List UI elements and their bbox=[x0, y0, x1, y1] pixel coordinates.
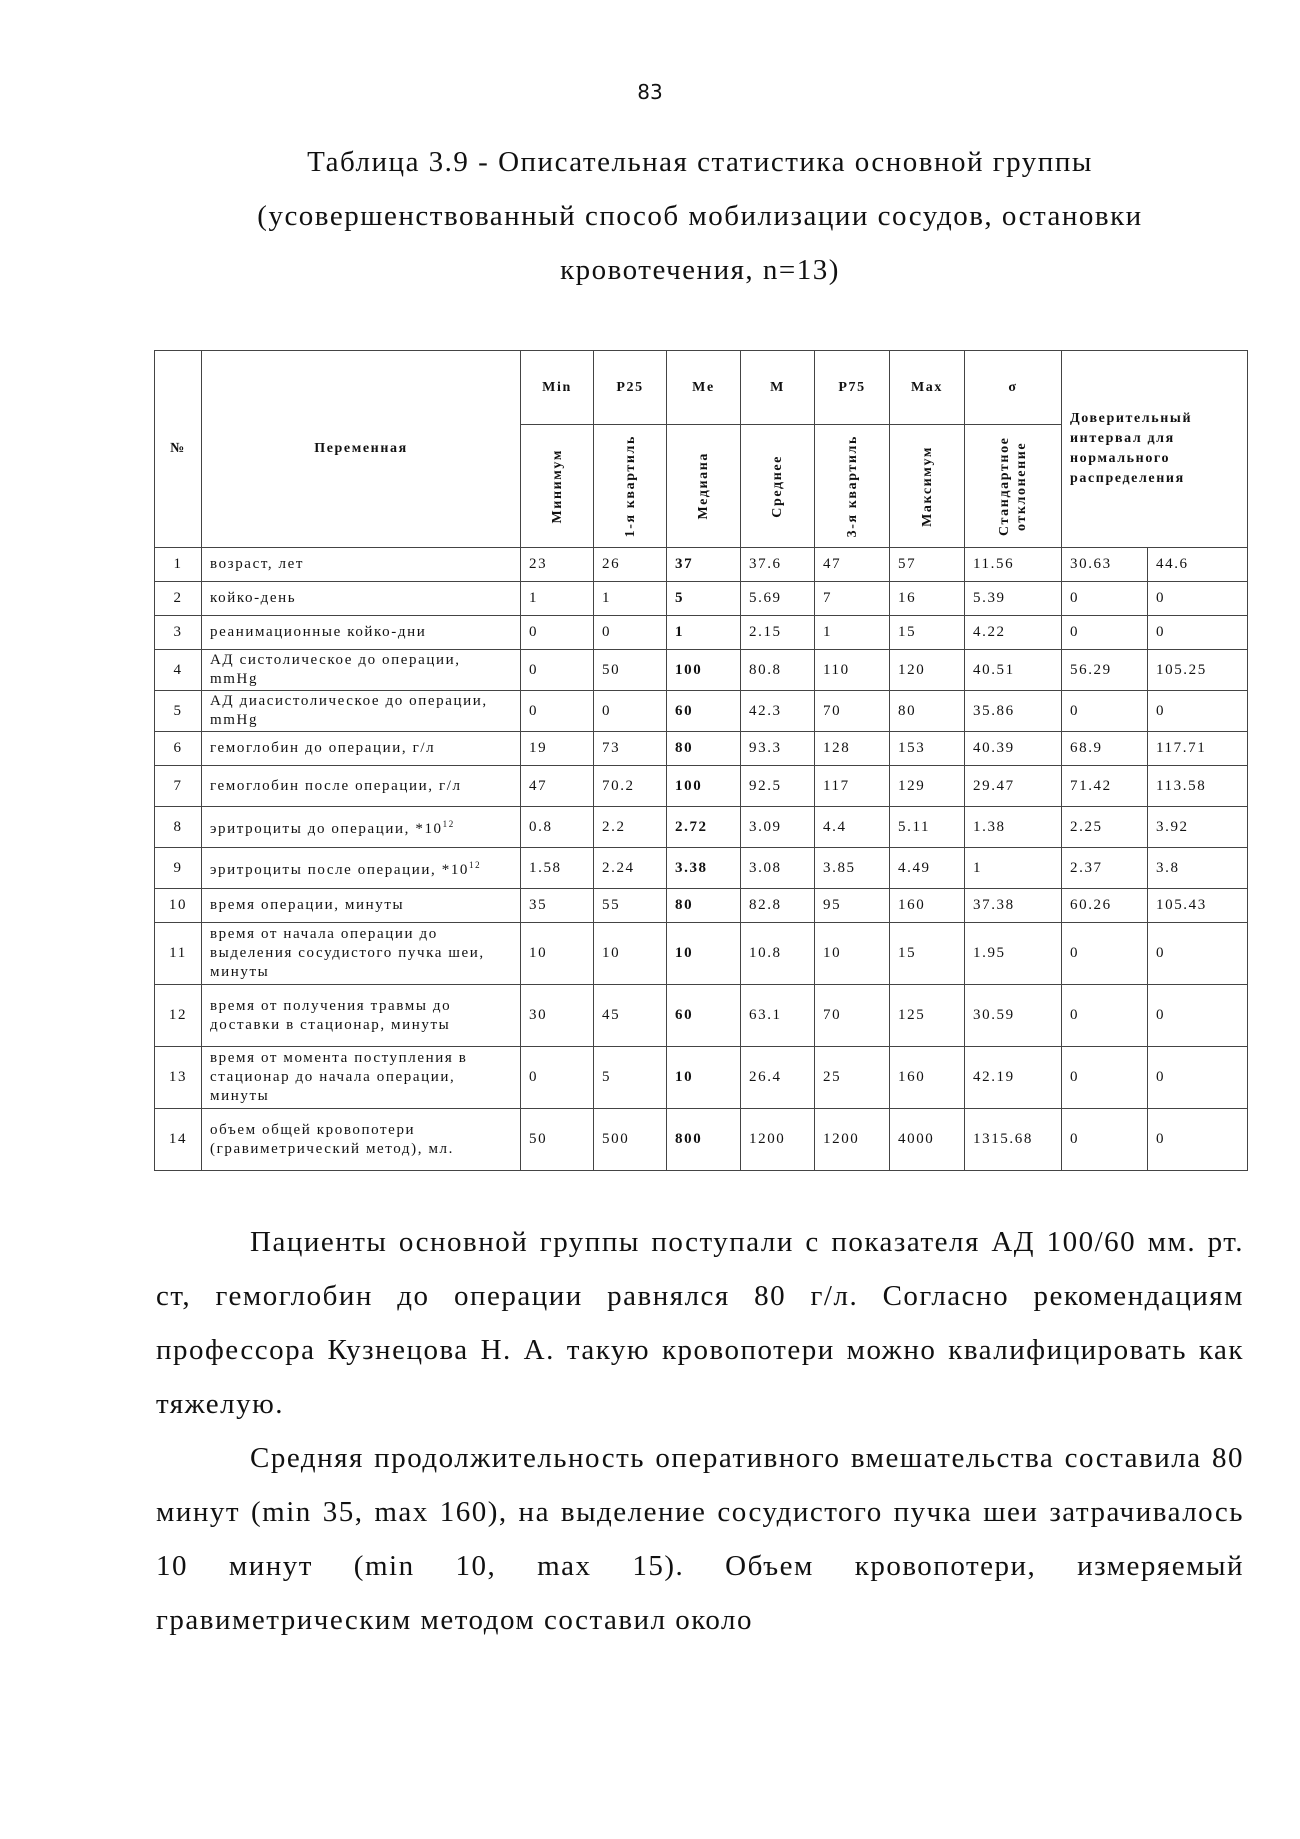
cell-ci-high: 0 bbox=[1148, 1047, 1248, 1109]
cell-ci-low: 56.29 bbox=[1062, 650, 1148, 691]
header-p25: P25 bbox=[594, 351, 667, 425]
cell-ci-high: 0 bbox=[1148, 923, 1248, 985]
cell-min: 0 bbox=[521, 691, 594, 732]
table-row bbox=[155, 582, 1248, 616]
header-me: Me bbox=[667, 351, 741, 425]
cell-ci-high: 0 bbox=[1148, 985, 1248, 1047]
cell-min: 50 bbox=[521, 1109, 594, 1171]
cell-max: 153 bbox=[890, 732, 965, 766]
row-variable-text: время от начала операции до выделения сосудистого пучка шеи, минуты bbox=[210, 926, 485, 980]
row-number: 11 bbox=[155, 923, 202, 985]
cell-min: 0 bbox=[521, 616, 594, 650]
cell-p75: 128 bbox=[815, 732, 890, 766]
cell-max: 4.49 bbox=[890, 848, 965, 889]
row-variable bbox=[202, 807, 521, 848]
cell-sigma: 4.22 bbox=[965, 616, 1062, 650]
row-number: 8 bbox=[155, 807, 202, 848]
table-row bbox=[155, 1109, 1248, 1171]
header-variable: Переменная bbox=[202, 351, 521, 548]
cell-p25: 73 bbox=[594, 732, 667, 766]
header-p25-full: 1-я квартиль bbox=[594, 425, 667, 548]
row-variable bbox=[202, 582, 521, 616]
cell-p25: 2.24 bbox=[594, 848, 667, 889]
caption-line-2: (усовершенствованный способ мобилизации сосудов, остановки bbox=[257, 200, 1143, 232]
paragraph-2: Средняя продолжительность оперативного вмешательства составила 80 минут (min 35, max 160), на выделение сосудистого пучка шеи затрачивалось 10 минут (min 10, max 15). Объем кровопотери, измеряемый гравиметрическим методом составил около bbox=[156, 1442, 1244, 1636]
cell-ci-low: 60.26 bbox=[1062, 889, 1148, 923]
cell-ci-high: 0 bbox=[1148, 1109, 1248, 1171]
cell-p25: 55 bbox=[594, 889, 667, 923]
cell-min: 1 bbox=[521, 582, 594, 616]
cell-ci-high: 3.92 bbox=[1148, 807, 1248, 848]
cell-p25: 50 bbox=[594, 650, 667, 691]
cell-p75: 117 bbox=[815, 766, 890, 807]
cell-p25: 0 bbox=[594, 616, 667, 650]
cell-p75: 3.85 bbox=[815, 848, 890, 889]
cell-m: 26.4 bbox=[741, 1047, 815, 1109]
row-variable-text: время от получения травмы до доставки в стационар, минуты bbox=[210, 997, 452, 1033]
row-variable bbox=[202, 923, 521, 985]
cell-p75: 95 bbox=[815, 889, 890, 923]
cell-p75: 110 bbox=[815, 650, 890, 691]
row-variable bbox=[202, 1047, 521, 1109]
table-row bbox=[155, 650, 1248, 691]
cell-me: 60 bbox=[667, 985, 741, 1047]
row-variable-text: гемоглобин после операции, г/л bbox=[210, 777, 462, 794]
row-variable-text: эритроциты после операции, *10 bbox=[210, 862, 470, 878]
cell-m: 1200 bbox=[741, 1109, 815, 1171]
table-body bbox=[155, 548, 1248, 1171]
table-row bbox=[155, 807, 1248, 848]
table-row bbox=[155, 889, 1248, 923]
cell-p25: 70.2 bbox=[594, 766, 667, 807]
cell-min: 30 bbox=[521, 985, 594, 1047]
cell-me: 3.38 bbox=[667, 848, 741, 889]
caption-line-3: кровотечения, n=13) bbox=[560, 254, 840, 286]
row-variable bbox=[202, 732, 521, 766]
cell-ci-high: 113.58 bbox=[1148, 766, 1248, 807]
cell-me: 10 bbox=[667, 923, 741, 985]
cell-m: 3.09 bbox=[741, 807, 815, 848]
cell-min: 10 bbox=[521, 923, 594, 985]
cell-ci-low: 0 bbox=[1062, 616, 1148, 650]
header-max-full: Максимум bbox=[890, 425, 965, 548]
cell-max: 4000 bbox=[890, 1109, 965, 1171]
cell-sigma: 37.38 bbox=[965, 889, 1062, 923]
header-num: № bbox=[155, 351, 202, 548]
cell-sigma: 30.59 bbox=[965, 985, 1062, 1047]
cell-sigma: 1.38 bbox=[965, 807, 1062, 848]
cell-ci-low: 0 bbox=[1062, 1047, 1148, 1109]
caption-line-1: Таблица 3.9 - Описательная статистика основной группы bbox=[307, 146, 1093, 178]
cell-min: 0 bbox=[521, 1047, 594, 1109]
cell-max: 129 bbox=[890, 766, 965, 807]
cell-me: 80 bbox=[667, 889, 741, 923]
cell-p75: 4.4 bbox=[815, 807, 890, 848]
row-variable bbox=[202, 766, 521, 807]
cell-ci-high: 117.71 bbox=[1148, 732, 1248, 766]
cell-sigma: 5.39 bbox=[965, 582, 1062, 616]
row-variable bbox=[202, 848, 521, 889]
cell-me: 100 bbox=[667, 766, 741, 807]
cell-sigma: 42.19 bbox=[965, 1047, 1062, 1109]
cell-max: 125 bbox=[890, 985, 965, 1047]
table-row bbox=[155, 985, 1248, 1047]
header-confidence-interval: Доверительный интервал для нормального распределения bbox=[1062, 351, 1248, 548]
cell-ci-high: 3.8 bbox=[1148, 848, 1248, 889]
cell-ci-high: 105.43 bbox=[1148, 889, 1248, 923]
cell-max: 57 bbox=[890, 548, 965, 582]
table-row bbox=[155, 732, 1248, 766]
cell-m: 82.8 bbox=[741, 889, 815, 923]
cell-max: 160 bbox=[890, 1047, 965, 1109]
cell-m: 3.08 bbox=[741, 848, 815, 889]
row-variable bbox=[202, 985, 521, 1047]
header-me-full: Медиана bbox=[667, 425, 741, 548]
cell-p75: 1200 bbox=[815, 1109, 890, 1171]
cell-ci-low: 68.9 bbox=[1062, 732, 1148, 766]
statistics-table bbox=[154, 350, 1248, 1171]
cell-p25: 0 bbox=[594, 691, 667, 732]
cell-p25: 1 bbox=[594, 582, 667, 616]
row-number: 4 bbox=[155, 650, 202, 691]
cell-p25: 45 bbox=[594, 985, 667, 1047]
cell-p25: 10 bbox=[594, 923, 667, 985]
table-row bbox=[155, 691, 1248, 732]
cell-ci-high: 105.25 bbox=[1148, 650, 1248, 691]
cell-m: 80.8 bbox=[741, 650, 815, 691]
header-sigma: σ bbox=[965, 351, 1062, 425]
row-variable bbox=[202, 548, 521, 582]
row-variable-text: койко-день bbox=[210, 590, 297, 606]
table-row bbox=[155, 848, 1248, 889]
cell-min: 1.58 bbox=[521, 848, 594, 889]
cell-sigma: 35.86 bbox=[965, 691, 1062, 732]
table-row bbox=[155, 923, 1248, 985]
table-caption bbox=[150, 135, 1250, 297]
row-variable-text: эритроциты до операции, *10 bbox=[210, 821, 443, 837]
row-number: 13 bbox=[155, 1047, 202, 1109]
cell-max: 80 bbox=[890, 691, 965, 732]
cell-p75: 7 bbox=[815, 582, 890, 616]
cell-me: 2.72 bbox=[667, 807, 741, 848]
row-number: 9 bbox=[155, 848, 202, 889]
cell-m: 92.5 bbox=[741, 766, 815, 807]
cell-max: 15 bbox=[890, 923, 965, 985]
cell-ci-low: 0 bbox=[1062, 985, 1148, 1047]
cell-m: 10.8 bbox=[741, 923, 815, 985]
cell-p75: 10 bbox=[815, 923, 890, 985]
row-number: 14 bbox=[155, 1109, 202, 1171]
cell-p25: 26 bbox=[594, 548, 667, 582]
row-number: 6 bbox=[155, 732, 202, 766]
cell-max: 120 bbox=[890, 650, 965, 691]
cell-me: 800 bbox=[667, 1109, 741, 1171]
cell-sigma: 11.56 bbox=[965, 548, 1062, 582]
row-variable-exponent: 12 bbox=[442, 819, 455, 829]
cell-ci-low: 0 bbox=[1062, 1109, 1148, 1171]
cell-sigma: 1.95 bbox=[965, 923, 1062, 985]
row-variable bbox=[202, 616, 521, 650]
row-number: 12 bbox=[155, 985, 202, 1047]
row-variable bbox=[202, 889, 521, 923]
cell-ci-high: 44.6 bbox=[1148, 548, 1248, 582]
cell-min: 47 bbox=[521, 766, 594, 807]
body-text bbox=[156, 1215, 1244, 1647]
row-number: 2 bbox=[155, 582, 202, 616]
cell-m: 42.3 bbox=[741, 691, 815, 732]
table-row bbox=[155, 766, 1248, 807]
table-row bbox=[155, 616, 1248, 650]
cell-ci-high: 0 bbox=[1148, 616, 1248, 650]
cell-min: 23 bbox=[521, 548, 594, 582]
cell-p75: 47 bbox=[815, 548, 890, 582]
row-variable-text: время операции, минуты bbox=[210, 897, 405, 913]
header-min-full: Минимум bbox=[521, 425, 594, 548]
header-sigma-full: Стандартное отклонение bbox=[965, 425, 1062, 548]
row-variable-text: АД диасистолическое до операции, mmHg bbox=[210, 693, 488, 728]
header-p75-full: 3-я квартиль bbox=[815, 425, 890, 548]
cell-me: 80 bbox=[667, 732, 741, 766]
cell-m: 37.6 bbox=[741, 548, 815, 582]
cell-me: 60 bbox=[667, 691, 741, 732]
cell-ci-low: 2.37 bbox=[1062, 848, 1148, 889]
cell-p75: 70 bbox=[815, 691, 890, 732]
cell-me: 37 bbox=[667, 548, 741, 582]
cell-min: 35 bbox=[521, 889, 594, 923]
row-variable-text: АД систолическое до операции, mmHg bbox=[210, 652, 461, 687]
row-variable-text: возраст, лет bbox=[210, 556, 305, 572]
cell-min: 19 bbox=[521, 732, 594, 766]
paragraph-1: Пациенты основной группы поступали с показателя АД 100/60 мм. рт. ст, гемоглобин до операции равнялся 80 г/л. Согласно рекомендациям профессора Кузнецова Н. А. такую кровопотери можно квалифицировать как тяжелую. bbox=[156, 1226, 1244, 1420]
cell-max: 15 bbox=[890, 616, 965, 650]
cell-p25: 2.2 bbox=[594, 807, 667, 848]
cell-p75: 1 bbox=[815, 616, 890, 650]
row-variable-exponent: 12 bbox=[469, 860, 482, 870]
cell-sigma: 29.47 bbox=[965, 766, 1062, 807]
row-variable-text: время от момента поступления в стационар до начала операции, минуты bbox=[210, 1050, 468, 1104]
cell-p25: 500 bbox=[594, 1109, 667, 1171]
cell-ci-high: 0 bbox=[1148, 582, 1248, 616]
cell-me: 10 bbox=[667, 1047, 741, 1109]
row-variable-text: гемоглобин до операции, г/л bbox=[210, 740, 436, 756]
cell-m: 2.15 bbox=[741, 616, 815, 650]
row-number: 5 bbox=[155, 691, 202, 732]
row-number: 7 bbox=[155, 766, 202, 807]
cell-me: 100 bbox=[667, 650, 741, 691]
cell-sigma: 1315.68 bbox=[965, 1109, 1062, 1171]
cell-ci-low: 30.63 bbox=[1062, 548, 1148, 582]
header-p75: P75 bbox=[815, 351, 890, 425]
cell-max: 5.11 bbox=[890, 807, 965, 848]
cell-sigma: 40.39 bbox=[965, 732, 1062, 766]
row-variable bbox=[202, 691, 521, 732]
cell-ci-low: 71.42 bbox=[1062, 766, 1148, 807]
cell-sigma: 1 bbox=[965, 848, 1062, 889]
header-m-full: Среднее bbox=[741, 425, 815, 548]
table-row bbox=[155, 1047, 1248, 1109]
row-variable bbox=[202, 1109, 521, 1171]
header-max: Max bbox=[890, 351, 965, 425]
page-number: 83 bbox=[637, 80, 663, 104]
cell-me: 1 bbox=[667, 616, 741, 650]
cell-ci-low: 0 bbox=[1062, 691, 1148, 732]
row-variable-text: реанимационные койко-дни bbox=[210, 624, 427, 640]
cell-m: 63.1 bbox=[741, 985, 815, 1047]
cell-me: 5 bbox=[667, 582, 741, 616]
cell-ci-high: 0 bbox=[1148, 691, 1248, 732]
cell-max: 160 bbox=[890, 889, 965, 923]
row-variable-text: объем общей кровопотери (гравиметрический метод), мл. bbox=[210, 1121, 454, 1157]
header-min: Min bbox=[521, 351, 594, 425]
header-m: M bbox=[741, 351, 815, 425]
cell-ci-low: 0 bbox=[1062, 582, 1148, 616]
cell-max: 16 bbox=[890, 582, 965, 616]
cell-m: 93.3 bbox=[741, 732, 815, 766]
cell-p75: 70 bbox=[815, 985, 890, 1047]
row-number: 1 bbox=[155, 548, 202, 582]
cell-sigma: 40.51 bbox=[965, 650, 1062, 691]
cell-ci-low: 0 bbox=[1062, 923, 1148, 985]
cell-ci-low: 2.25 bbox=[1062, 807, 1148, 848]
cell-p25: 5 bbox=[594, 1047, 667, 1109]
cell-p75: 25 bbox=[815, 1047, 890, 1109]
row-variable bbox=[202, 650, 521, 691]
cell-m: 5.69 bbox=[741, 582, 815, 616]
cell-min: 0 bbox=[521, 650, 594, 691]
table-row bbox=[155, 548, 1248, 582]
cell-min: 0.8 bbox=[521, 807, 594, 848]
row-number: 10 bbox=[155, 889, 202, 923]
row-number: 3 bbox=[155, 616, 202, 650]
